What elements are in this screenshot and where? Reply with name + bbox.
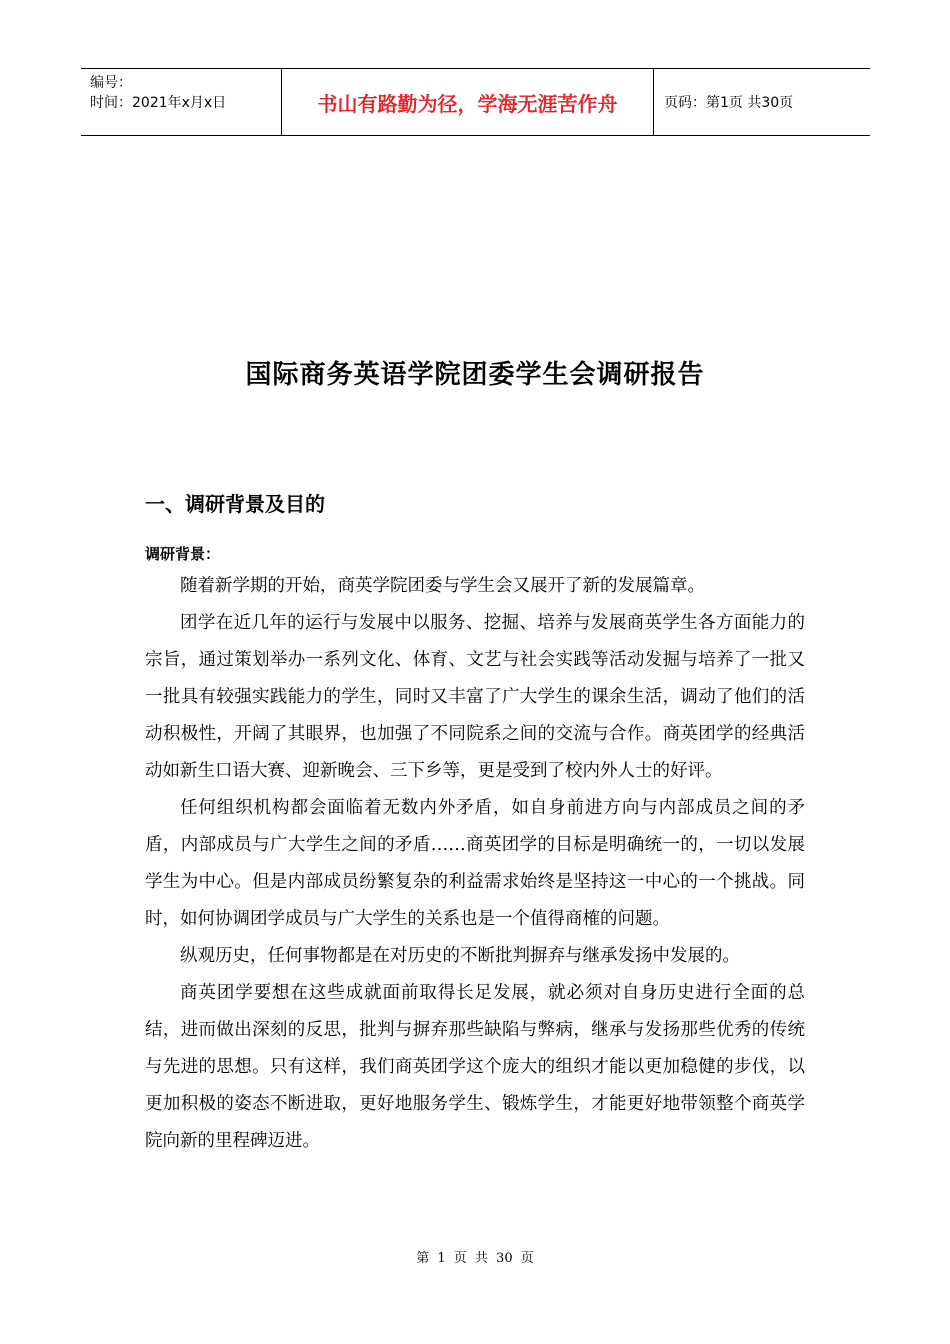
header-motto-cell <box>282 69 654 135</box>
time-label: 时间：2021年x月x日 <box>90 95 227 111</box>
paragraph: 团学在近几年的运行与发展中以服务、挖掘、培养与发展商英学生各方面能力的宗旨，通过策划举办一系列文化、体育、文艺与社会实践等活动发掘与培养了一批又一批具有较强实践能力的学生，同时又丰富了广大学生的课余生活，调动了他们的活动积极性，开阔了其眼界，也加强了不同院系之间的交流与合作。商英团学的经典活动如新生口语大赛、迎新晚会、三下乡等，更是受到了校内外人士的好评。 <box>145 613 805 781</box>
body-text <box>145 568 805 1160</box>
motto-text: 书山有路勤为径，学海无涯苦作舟 <box>317 91 618 116</box>
paragraph: 任何组织机构都会面临着无数内外矛盾，如自身前进方向与内部成员之间的矛盾，内部成员与广大学生之间的矛盾……商英团学的目标是明确统一的，一切以发展学生为中心。但是内部成员纷繁复杂的利益需求始终是坚持这一中心的一个挑战。同时，如何协调团学成员与广大学生的关系也是一个值得商榷的问题。 <box>145 798 805 929</box>
section-heading: 一、调研背景及目的 <box>145 492 325 516</box>
number-label: 编号： <box>90 75 132 91</box>
page-footer: 第 1 页 共 30 页 <box>416 1251 534 1266</box>
paragraph: 随着新学期的开始，商英学院团委与学生会又展开了新的发展篇章。 <box>180 576 705 596</box>
document-title: 国际商务英语学院团委学生会调研报告 <box>245 360 705 390</box>
paragraph: 纵观历史，任何事物都是在对历史的不断批判摒弃与继承发扬中发展的。 <box>180 946 740 966</box>
paragraph: 商英团学要想在这些成就面前取得长足发展，就必须对自身历史进行全面的总结，进而做出深刻的反思，批判与摒弃那些缺陷与弊病，继承与发扬那些优秀的传统与先进的思想。只有这样，我们商英团学这个庞大的组织才能以更加稳健的步伐，以更加积极的姿态不断进取，更好地服务学生、锻炼学生，才能更好地带领整个商英学院向新的里程碑迈进。 <box>145 983 805 1151</box>
subheading: 调研背景： <box>145 545 221 563</box>
header-meta-cell <box>81 69 282 135</box>
header-page-cell <box>654 69 870 135</box>
header-table <box>81 68 870 136</box>
page-info: 页码：第1页 共30页 <box>664 95 794 111</box>
